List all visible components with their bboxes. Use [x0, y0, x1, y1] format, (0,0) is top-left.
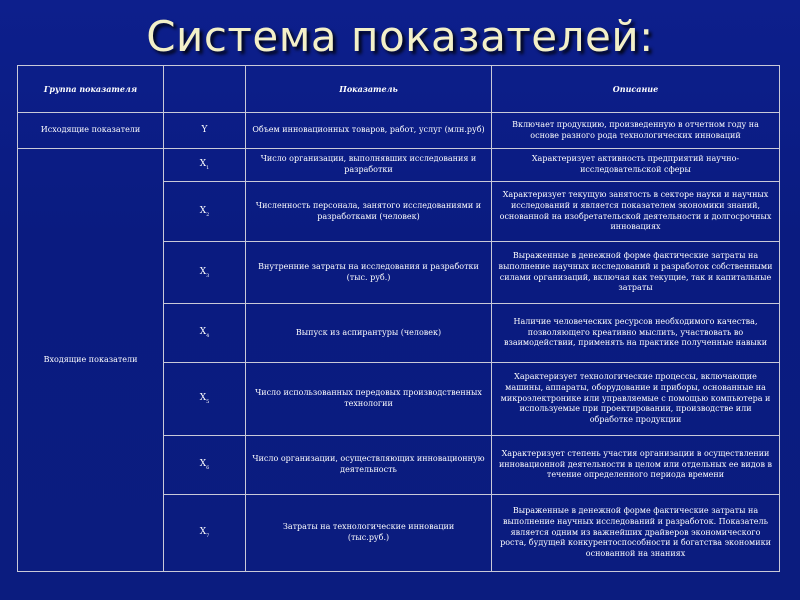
indicator-cell: Внутренние затраты на исследования и разработки (тыс. руб.)	[246, 242, 492, 304]
indicator-cell: Число использованных передовых производственных технологии	[246, 363, 492, 436]
table-row	[18, 113, 780, 149]
indicator-cell: Объем инновационных товаров, работ, услуг (млн.руб)	[246, 113, 492, 149]
description-cell: Выраженные в денежной форме фактические затраты на выполнение научных исследований и разработок. Показатель является одним из важнейших драйверов экономического роста, будущей конкурентоспособности и богатства экономики основанной на знаниях	[492, 495, 780, 572]
description-cell: Характеризует активность предприятий научно-исследовательской сферы	[492, 149, 780, 182]
indicators-table	[17, 65, 780, 572]
slide-title: Система показателей:	[146, 12, 654, 61]
variable-cell: $X_4$	[164, 304, 246, 363]
header-description: Описание	[492, 66, 780, 113]
variable-cell: $X_2$	[164, 182, 246, 242]
description-cell: Характеризует текущую занятость в секторе науки и научных исследований и является показателем экономики знаний, основанной на изобретательской деятельности и долгосрочных инновациях	[492, 182, 780, 242]
indicator-cell: Число организации, осуществляющих инновационную деятельность	[246, 436, 492, 495]
indicator-cell: Число организации, выполнявших исследования и разработки	[246, 149, 492, 182]
variable-cell: $X_7$	[164, 495, 246, 572]
header-group: Группа показателя	[18, 66, 164, 113]
indicator-cell: Затраты на технологические инновации (тыс.руб.)	[246, 495, 492, 572]
description-cell: Включает продукцию, произведенную в отчетном году на основе разного рода технологических инноваций	[492, 113, 780, 149]
variable-cell: $X_5$	[164, 363, 246, 436]
indicator-cell: Численность персонала, занятого исследованиями и разработками (человек)	[246, 182, 492, 242]
group-output: Исходящие показатели	[18, 113, 164, 149]
description-cell: Выраженные в денежной форме фактические затраты на выполнение научных исследований и разработок собственными силами организаций, включая как текущие, так и капитальные затраты	[492, 242, 780, 304]
variable-cell: $X_6$	[164, 436, 246, 495]
variable-cell: Y	[164, 113, 246, 149]
description-cell: Характеризует технологические процессы, включающие машины, аппараты, оборудование и приборы, основанные на микроэлектронике или управляемые с помощью компьютера и используемые при проектировании, производстве или обработке продукции	[492, 363, 780, 436]
variable-cell: $X_3$	[164, 242, 246, 304]
header-indicator: Показатель	[246, 66, 492, 113]
variable-cell: $X_1$	[164, 149, 246, 182]
group-input: Входящие показатели	[18, 149, 164, 572]
indicator-cell: Выпуск из аспирантуры (человек)	[246, 304, 492, 363]
table-row	[18, 149, 780, 182]
description-cell: Характеризует степень участия организации в осуществлении инновационной деятельности в целом или отдельных ее видов в течение определенного периода времени	[492, 436, 780, 495]
table-header-row	[18, 66, 780, 113]
description-cell: Наличие человеческих ресурсов необходимого качества, позволяющего креативно мыслить, участвовать во взаимодействии, применять на практике полученные навыки	[492, 304, 780, 363]
header-empty	[164, 66, 246, 113]
